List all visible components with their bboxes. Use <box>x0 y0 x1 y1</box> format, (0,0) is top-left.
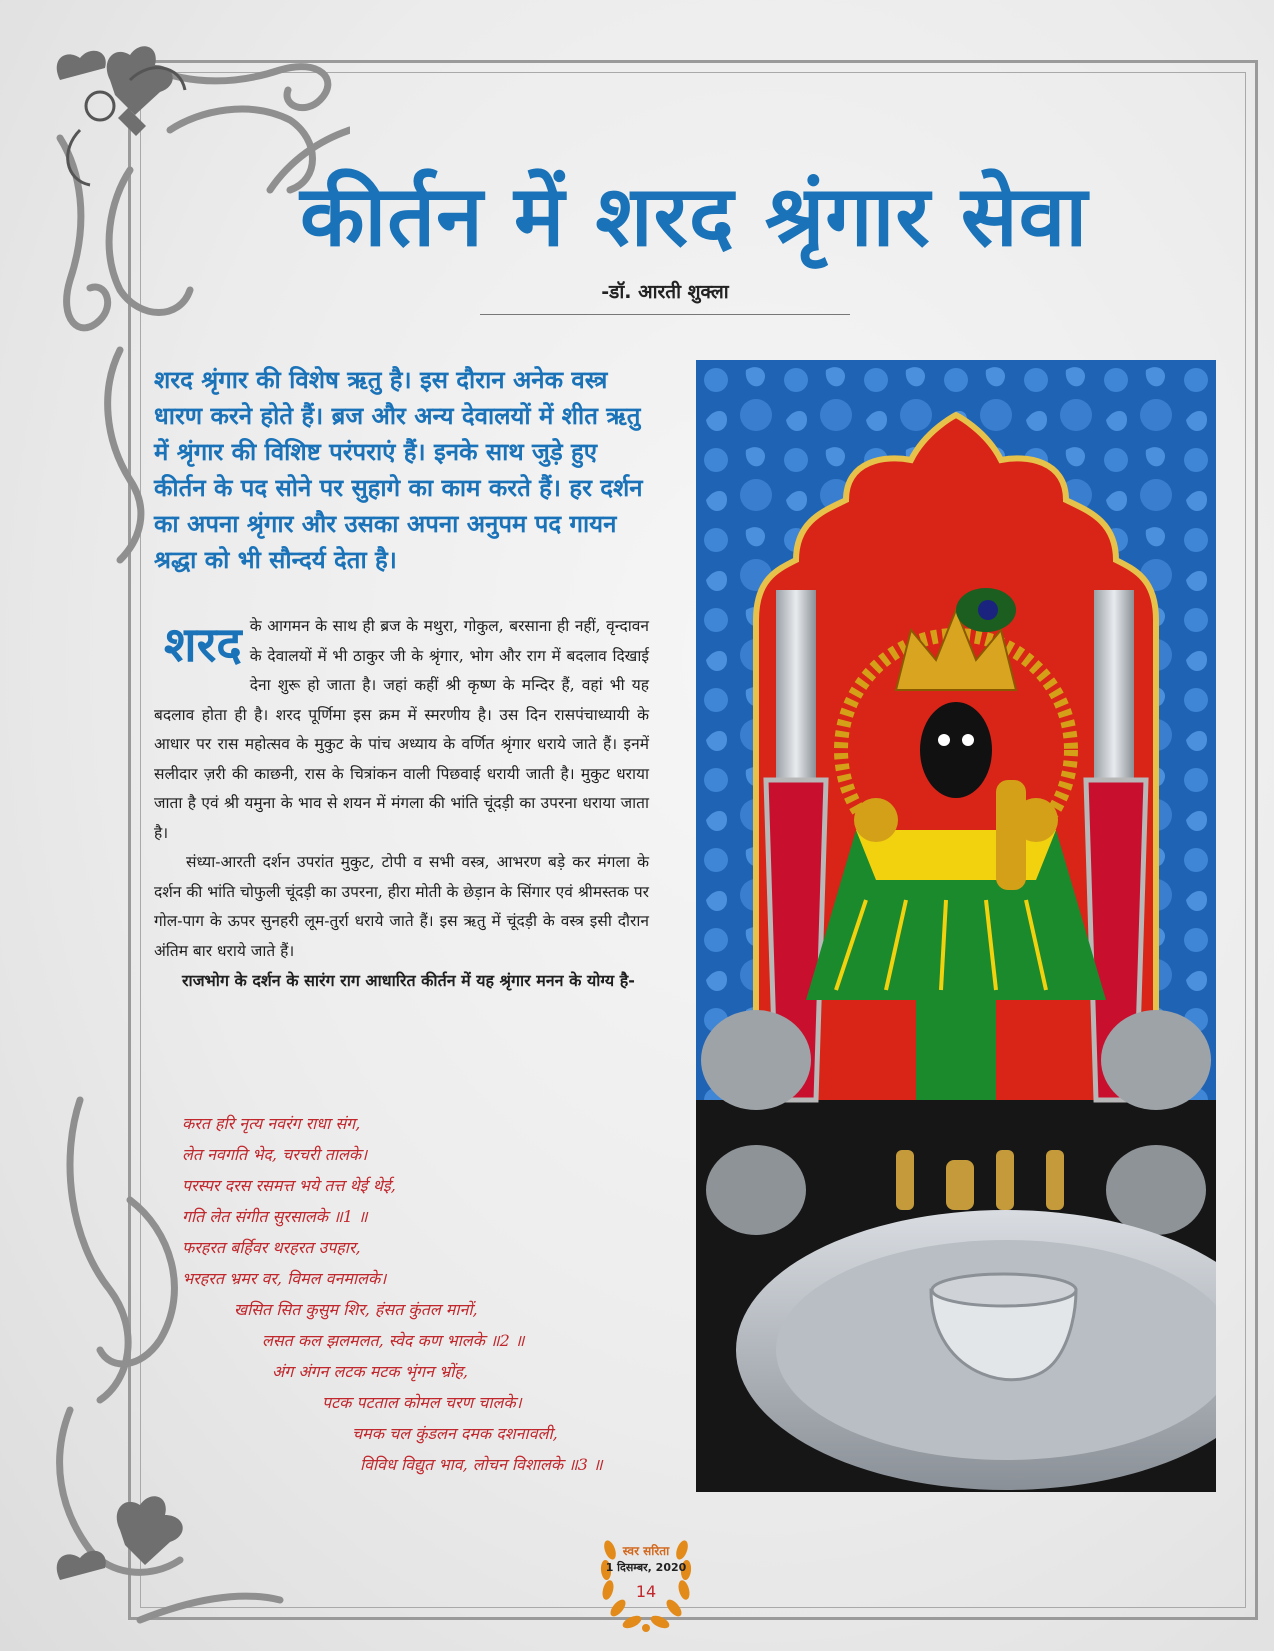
verse-line: परस्पर दरस रसमत्त भये तत्त थेई थेई, <box>182 1176 396 1195</box>
page-number: 14 <box>635 1582 657 1601</box>
magazine-name: स्वर सरिता <box>622 1544 670 1558</box>
page-footer-badge <box>596 1520 696 1636</box>
issue-date: 1 दिसम्बर, 2020 <box>605 1561 687 1574</box>
verse-line: फरहरत बर्हिवर थरहरत उपहार, <box>182 1238 361 1257</box>
verse-line: चमक चल कुंडलन दमक दशनावली, <box>352 1424 558 1443</box>
verse-intro: राजभोग के दर्शन के सारंग राग आधारित कीर्तन में यह श्रृंगार मनन के योग्य है- <box>182 971 635 990</box>
verse-line: भरहरत भ्रमर वर, विमल वनमालके। <box>182 1269 387 1288</box>
author-byline: -डॉ. आरती शुक्ला <box>480 278 850 315</box>
intro-paragraph <box>154 362 654 578</box>
deity-shringar-photo <box>696 360 1216 1492</box>
dropcap-word: शरद <box>164 617 242 673</box>
kirtan-verse <box>154 1108 654 1480</box>
verse-line: गति लेत संगीत सुरसालके ॥1 ॥ <box>182 1207 368 1226</box>
verse-line: लसत कल झलमलत, स्वेद कण भालके ॥2 ॥ <box>262 1331 525 1350</box>
article-body <box>154 612 649 996</box>
verse-line: लेत नवगति भेद, चरचरी तालके। <box>182 1145 368 1164</box>
verse-line: खसित सित कुसुम शिर, हंसत कुंतल मानों, <box>234 1300 478 1319</box>
intro-text: शरद श्रृंगार की विशेष ऋतु है। इस दौरान अनेक वस्त्र धारण करने होते हैं। ब्रज और अन्य देवालयों में शीत ऋतु में श्रृंगार की विशिष्ट परंपराएं हैं। इनके साथ जुड़े हुए कीर्तन के पद सोने पर सुहागे का काम करते हैं। हर दर्शन का अपना श्रृंगार और उसका अपना अनुपम पद गायन श्रद्धा को भी सौन्दर्य देता है। <box>154 366 643 574</box>
body-paragraph-2: संध्या-आरती दर्शन उपरांत मुकुट, टोपी व सभी वस्त्र, आभरण बड़े कर मंगला के दर्शन की भांति चोफुली चूंदड़ी का उपरना, हीरा मोती के छेड़ान के सिंगार एवं श्रीमस्तक पर गोल-पाग के ऊपर सुनहरी लूम-तुर्रा धराये जाते हैं। इस ऋतु में चूंदड़ी के वस्त्र इसी दौरान अंतिम बार धराये जाते हैं। <box>154 853 649 960</box>
article-title: कीर्तन में शरद श्रृंगार सेवा <box>300 167 1089 265</box>
verse-line: करत हरि नृत्य नवरंग राधा संग, <box>182 1114 361 1133</box>
verse-line: अंग अंगन लटक मटक भृंगन भ्रोंह, <box>272 1362 469 1381</box>
verse-line: विविध विद्युत भाव, लोचन विशालके ॥3 ॥ <box>360 1455 603 1474</box>
body-paragraph-1: के आगमन के साथ ही ब्रज के मथुरा, गोकुल, बरसाना ही नहीं, वृन्दावन के देवालयों में भी ठाकुर जी के श्रृंगार, भोग और राग में बदलाव दिखाई देना शुरू हो जाता है। जहां कहीं श्री कृष्ण के मन्दिर हैं, वहां भी यह बदलाव होता ही है। शरद पूर्णिमा इस क्रम में स्मरणीय है। उस दिन रासपंचाध्यायी के आधार पर रास महोत्सव के मुकुट के पांच अध्याय के वर्णित श्रृंगार धराये जाते हैं। इनमें सलीदार ज़री की काछनी, रास के चित्रांकन वाली पिछवाई धरायी जाती है। मुकुट धराया जाता है एवं श्री यमुना के भाव से शयन में मंगला की भांति चूंदड़ी का उपरना धराया जाता है। <box>154 617 649 842</box>
laurel-wreath-icon <box>596 1520 696 1636</box>
verse-line: पटक पटताल कोमल चरण चालके। <box>322 1393 522 1412</box>
